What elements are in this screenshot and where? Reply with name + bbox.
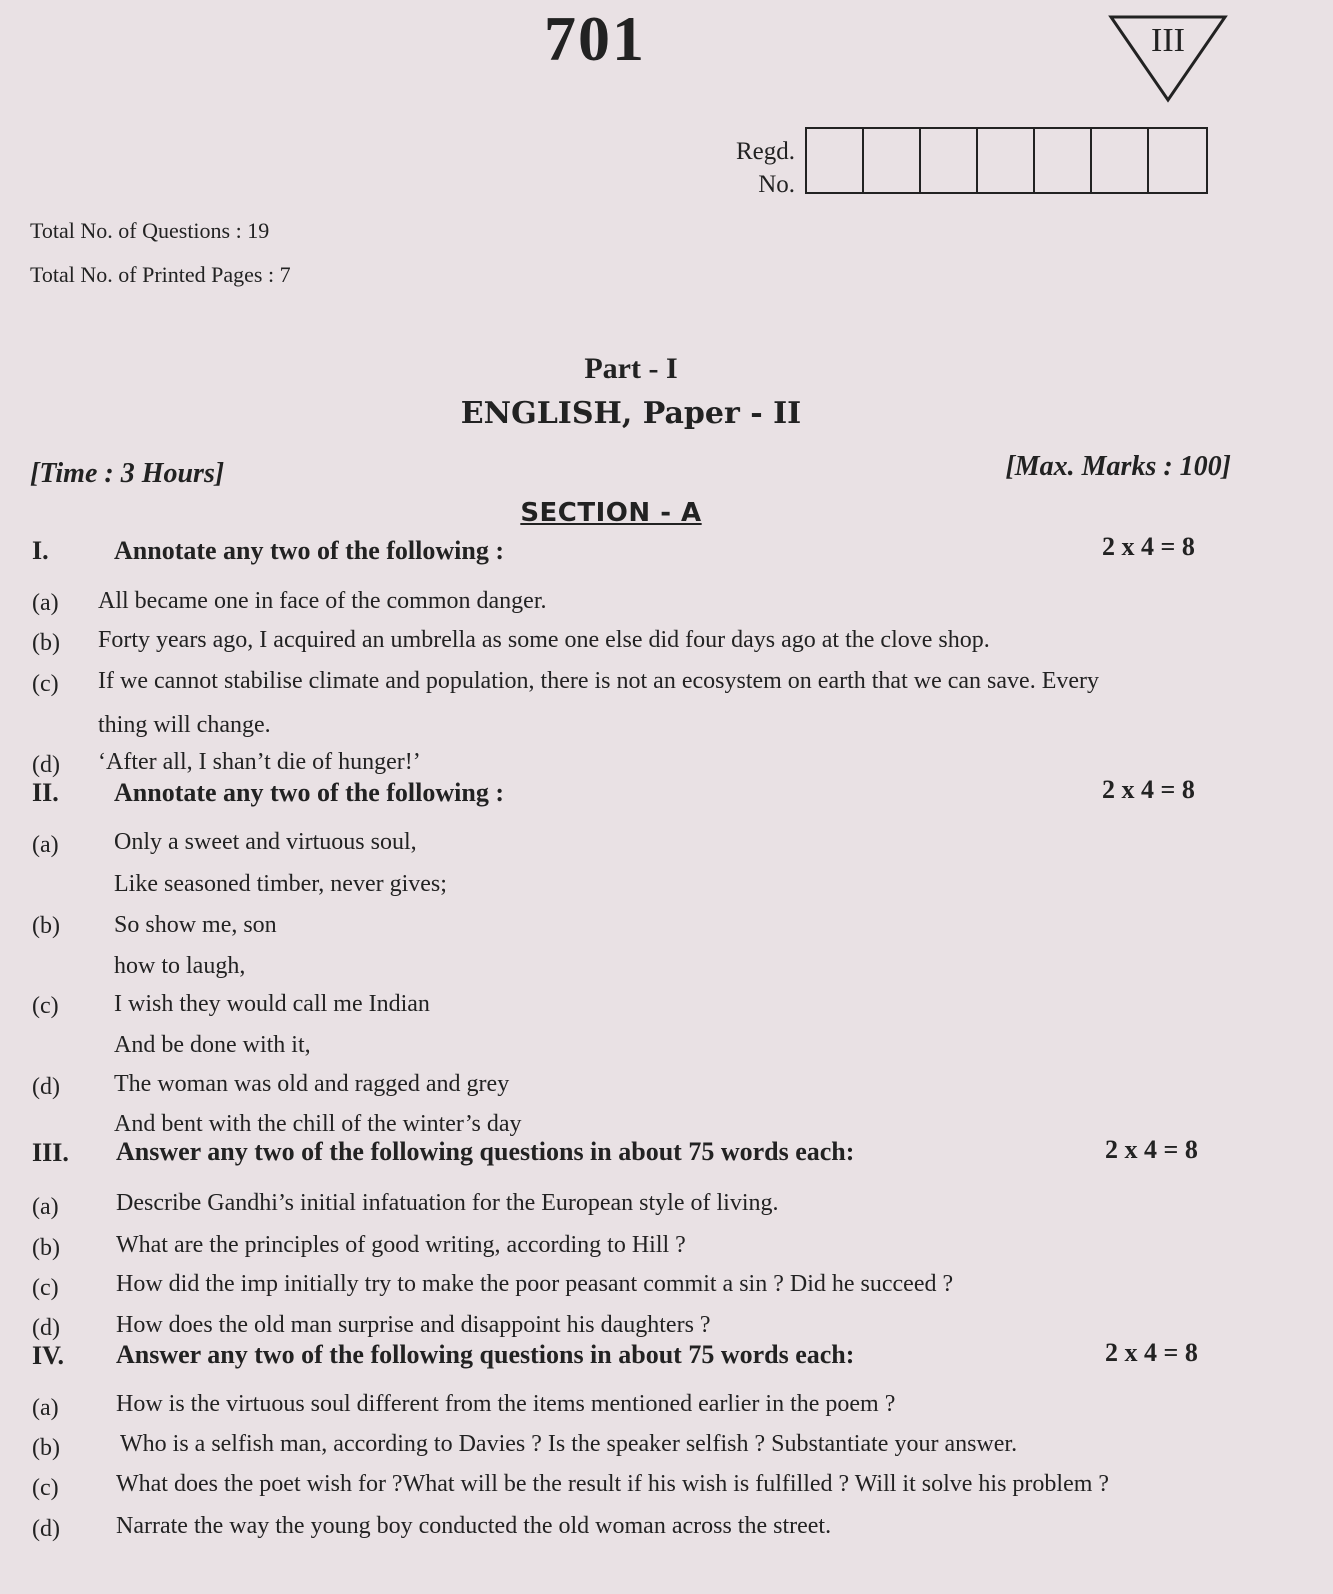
item-text: Narrate the way the young boy conducted the old woman across the street. [116,1513,832,1539]
set-mark: III [1151,22,1185,59]
subject-title: ENGLISH, Paper - II [460,396,802,431]
total-pages: Total No. of Printed Pages : 7 [30,262,291,287]
regd-label-line1: Regd. [735,138,795,165]
item-label: (b) [32,1435,60,1461]
item-text: All became one in face of the common danger. [98,588,547,614]
regd-digit-box[interactable] [921,129,978,192]
item-text: What does the poet wish for ?What will be the result if his wish is fulfilled ? Will it solve his problem ? [116,1471,1110,1497]
item-text: thing will change. [98,712,271,738]
item-label: (d) [32,1315,60,1341]
item-label: (b) [32,913,60,939]
question-marks: 2 x 4 = 8 [1105,1338,1198,1367]
regd-label-line2: No. [758,171,795,198]
item-text: How did the imp initially try to make the poor peasant commit a sin ? Did he succeed ? [116,1271,954,1297]
item-text: I wish they would call me Indian [114,991,430,1017]
item-label: (a) [32,590,59,616]
question-number: IV. [32,1341,65,1370]
item-label: (b) [32,630,60,656]
item-text: Only a sweet and virtuous soul, [114,829,417,855]
max-marks: [Max. Marks : 100] [1005,451,1231,482]
item-text: how to laugh, [114,953,246,979]
item-label: (d) [32,1074,60,1100]
item-text: ‘After all, I shan’t die of hunger!’ [98,749,421,775]
item-text: How does the old man surprise and disappoint his daughters ? [116,1312,711,1338]
item-label: (a) [32,1194,59,1220]
part-title: Part - I [584,352,678,385]
time-allowed: [Time : 3 Hours] [30,458,225,489]
item-text: Describe Gandhi’s initial infatuation for the European style of living. [116,1190,779,1216]
question-instruction: Annotate any two of the following : [114,536,504,565]
item-label: (d) [32,1516,60,1542]
item-text: And be done with it, [114,1032,311,1058]
item-text: If we cannot stabilise climate and population, there is not an ecosystem on earth that we can save. Every [98,668,1099,694]
total-questions: Total No. of Questions : 19 [30,218,270,243]
question-instruction: Annotate any two of the following : [114,778,504,807]
question-number: III. [32,1138,69,1167]
regd-label [700,135,795,201]
section-heading: SECTION - A [520,498,702,528]
regd-digit-box[interactable] [1149,129,1206,192]
item-text: The woman was old and ragged and grey [114,1071,510,1097]
regd-digit-box[interactable] [978,129,1035,192]
regd-digit-box[interactable] [807,129,864,192]
item-text: And bent with the chill of the winter’s day [114,1111,522,1137]
item-label: (a) [32,832,59,858]
item-text: Like seasoned timber, never gives; [114,871,447,897]
item-label: (c) [32,671,59,697]
question-instruction: Answer any two of the following questions in about 75 words each: [116,1137,855,1166]
item-text: Who is a selfish man, according to Davies ? Is the speaker selfish ? Substantiate your answer. [120,1431,1018,1457]
item-label: (c) [32,1475,59,1501]
question-instruction: Answer any two of the following questions in about 75 words each: [116,1340,855,1369]
question-marks: 2 x 4 = 8 [1105,1135,1198,1164]
item-text: So show me, son [114,912,277,938]
regd-digit-box[interactable] [864,129,921,192]
regd-digit-box[interactable] [1035,129,1092,192]
regd-digit-box[interactable] [1092,129,1149,192]
item-label: (b) [32,1235,60,1261]
question-number: II. [32,778,59,807]
item-text: How is the virtuous soul different from the items mentioned earlier in the poem ? [116,1391,896,1417]
item-label: (d) [32,752,60,778]
paper-code: 701 [544,3,646,74]
question-number: I. [32,536,49,565]
item-label: (a) [32,1395,59,1421]
regd-number-boxes[interactable] [805,127,1208,194]
item-text: What are the principles of good writing, according to Hill ? [116,1232,686,1258]
question-marks: 2 x 4 = 8 [1102,775,1195,804]
item-label: (c) [32,1275,59,1301]
item-label: (c) [32,993,59,1019]
question-marks: 2 x 4 = 8 [1102,532,1195,561]
item-text: Forty years ago, I acquired an umbrella as some one else did four days ago at the clove shop. [98,627,990,653]
